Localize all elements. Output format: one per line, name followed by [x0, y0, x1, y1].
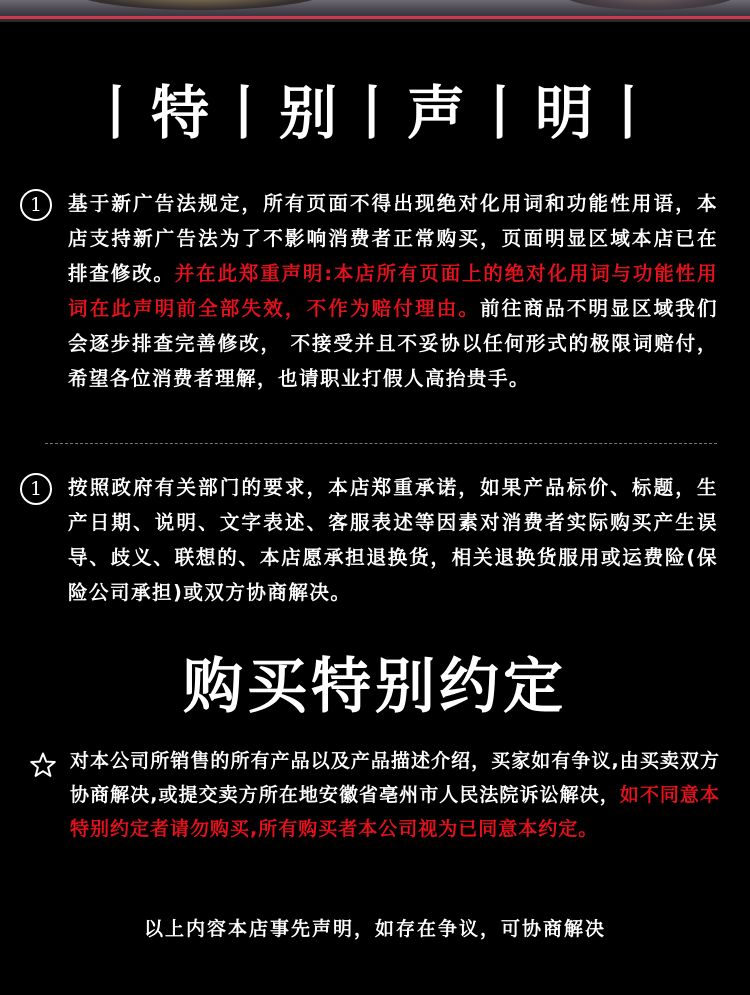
- product-photo-fragment: [70, 0, 330, 10]
- footer-note: 以上内容本店事先声明，如存在争议，可协商解决: [143, 918, 606, 940]
- dashed-divider: [45, 443, 717, 444]
- purchase-agreement-red-text: 如不同意本特别约定者请勿购买,所有购买者本公司视为已同意本约定。: [70, 784, 720, 840]
- header-photo-strip: [0, 0, 750, 22]
- purchase-agreement-title: 购买特别约定: [183, 652, 567, 722]
- photo-rim: [0, 16, 750, 19]
- special-statement-title: 丨特丨别丨声丨明丨: [86, 79, 663, 147]
- statement-item-1-red-text: 并在此郑重声明:本店所有页面上的绝对化用词与功能性用词在此声明前全部失效，不作为赔付理由。: [68, 262, 718, 320]
- number-circle-icon: 1: [20, 473, 52, 505]
- purchase-agreement-text: 对本公司所销售的所有产品以及产品描述介绍，买家如有争议,由买卖双方协商解决,或提交卖方所在地安徽省亳州市人民法院诉讼解决，如不同意本特别约定者请勿购买,所有购买者本公司视为已同意本约定。: [70, 750, 720, 840]
- number-circle-icon: 1: [20, 189, 52, 221]
- star-outline-icon: [30, 752, 56, 778]
- product-photo-fragment-2: [560, 0, 740, 10]
- statement-item-1-text: 基于新广告法规定，所有页面不得出现绝对化用词和功能性用语，本店支持新广告法为了不影响消费者正常购买，页面明显区域本店已在排查修改。并在此郑重声明:本店所有页面上的绝对化用词与功能性用词在此声明前全部失效，不作为赔付理由。前往商品不明显区域我们会逐步排查完善修改， 不接受并且不妥协以任何形式的极限词赔付，希望各位消费者理解，也请职业打假人高抬贵手。: [68, 192, 718, 390]
- statement-item-2-text: 按照政府有关部门的要求，本店郑重承诺，如果产品标价、标题，生产日期、说明、文字表述、客服表述等因素对消费者实际购买产生误导、歧义、联想的、本店愿承担退换货，相关退换货服用或运费险(保险公司承担)或双方协商解决。: [68, 476, 718, 604]
